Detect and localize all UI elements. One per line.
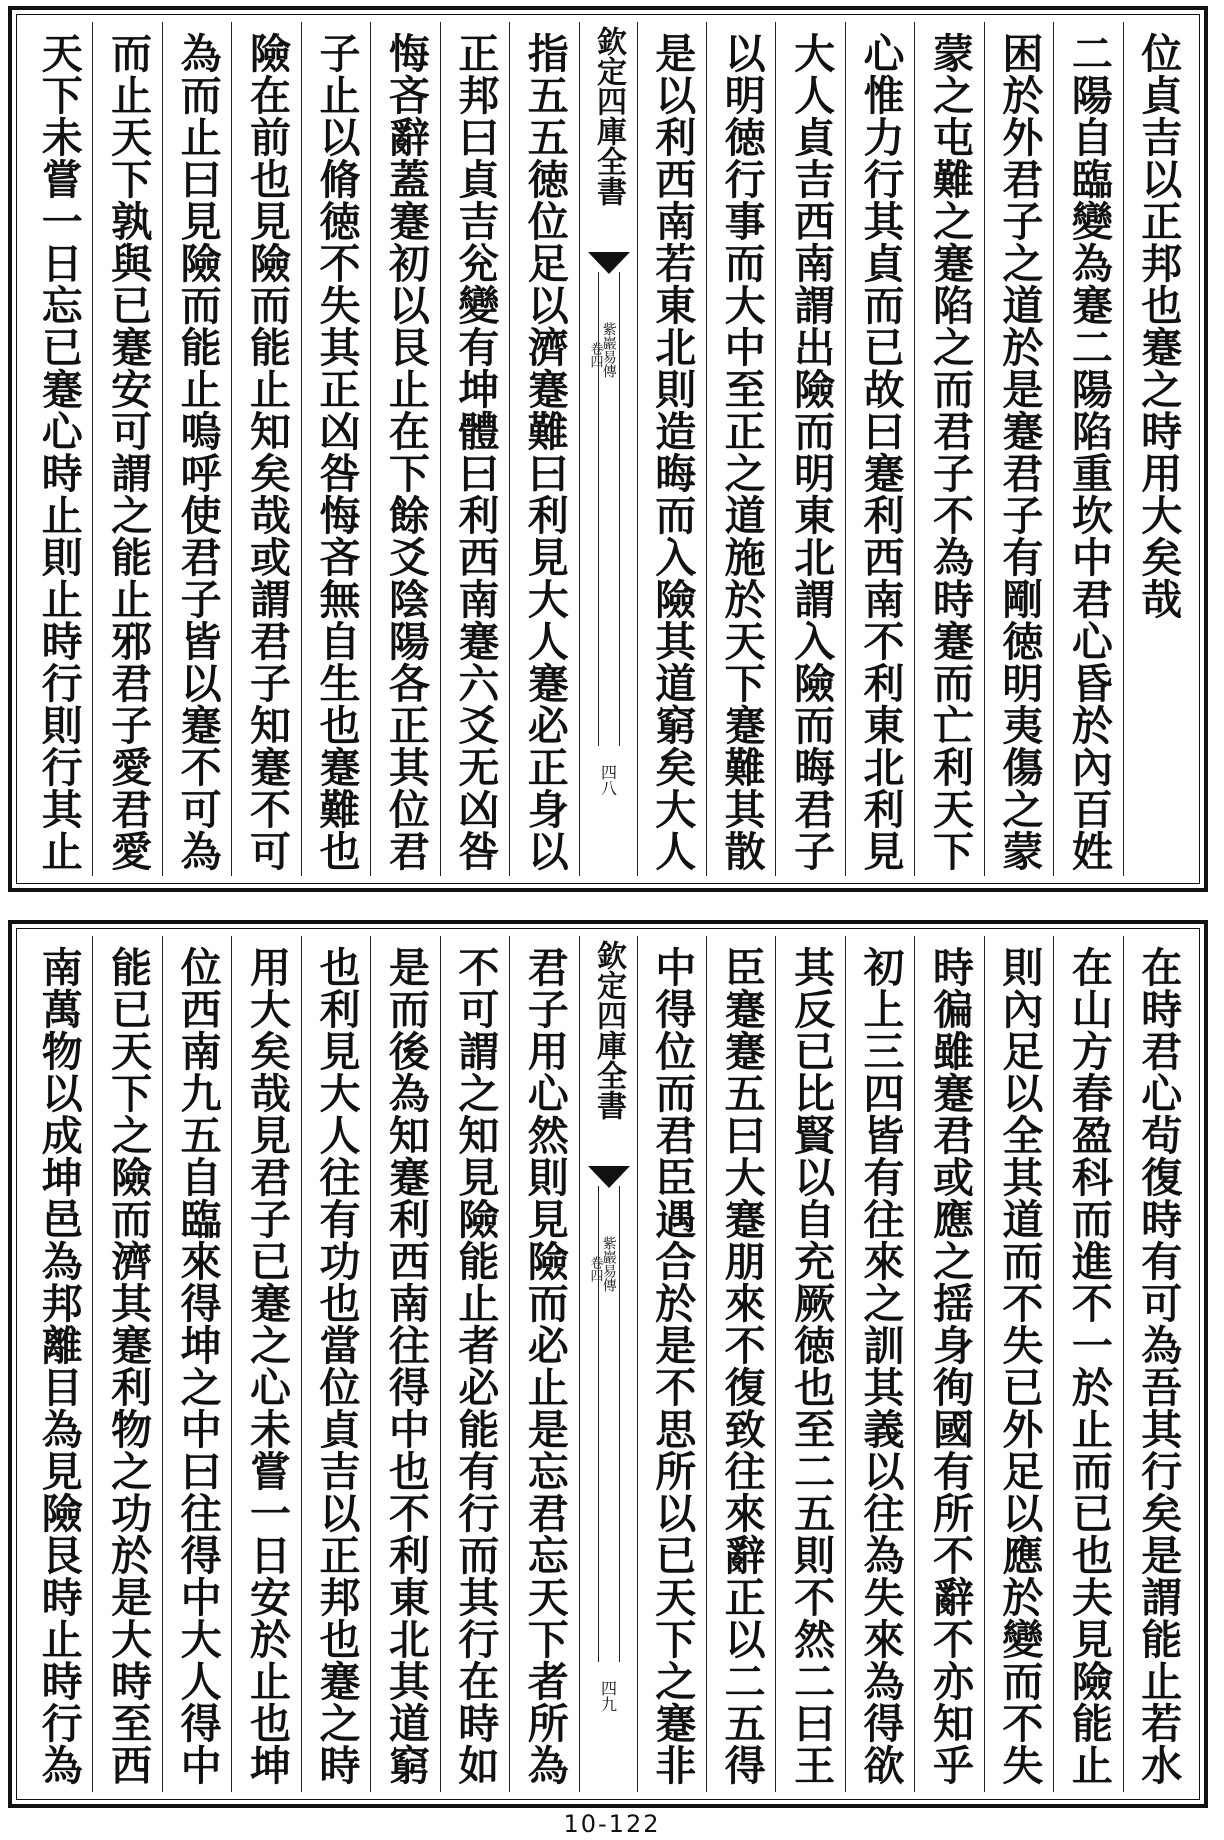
column-text: 蒙之屯難之蹇陷之而君子不為時蹇而亡利天下 bbox=[925, 32, 974, 872]
text-column bbox=[92, 936, 161, 1792]
column-text: 而止天下孰與已蹇安可謂之能止邪君子愛君愛 bbox=[104, 32, 153, 872]
spine-book-title: 紫巖易傳 bbox=[600, 322, 617, 378]
column-text: 是以利西南若東北則造晦而入險其道窮矣大人 bbox=[648, 32, 697, 872]
text-column bbox=[637, 22, 706, 876]
page-footer-number: 10-122 bbox=[563, 1810, 661, 1838]
text-column bbox=[231, 22, 300, 876]
spine-title: 欽定四庫全書 bbox=[591, 26, 626, 206]
column-text: 心惟力行其貞而已故曰蹇利西南不利東北利見 bbox=[856, 32, 905, 872]
column-text: 用大矣哉見君子已蹇之心未嘗一日安於止也坤 bbox=[243, 946, 292, 1786]
column-text: 南萬物以成坤邑為邦離目為見險艮時止時行為 bbox=[34, 946, 83, 1786]
spine-volume: 卷四 bbox=[587, 1256, 603, 1282]
column-text: 中得位而君臣遇合於是不思所以已天下之蹇非 bbox=[648, 946, 697, 1786]
column-text: 是而後為知蹇利西南往得中也不利東北其道窮 bbox=[381, 946, 430, 1786]
column-text: 正邦曰貞吉兊變有坤體曰利西南蹇六爻无凶咎 bbox=[451, 32, 500, 872]
text-column bbox=[440, 22, 509, 876]
text-column bbox=[706, 936, 775, 1792]
column-text: 指五五徳位足以濟蹇難曰利見大人蹇必正身以 bbox=[520, 32, 569, 872]
text-column bbox=[162, 22, 231, 876]
fish-tail-mark bbox=[588, 252, 630, 274]
text-column bbox=[92, 22, 161, 876]
column-text: 能已天下之險而濟其蹇利物之功於是大時至西 bbox=[104, 946, 153, 1786]
text-column bbox=[509, 936, 578, 1792]
text-column bbox=[231, 936, 300, 1792]
text-column bbox=[1053, 22, 1122, 876]
text-column bbox=[706, 22, 775, 876]
column-text: 也利見大人往有功也當位貞吉以正邦也蹇之時 bbox=[312, 946, 361, 1786]
text-column bbox=[370, 936, 439, 1792]
text-column bbox=[162, 936, 231, 1792]
text-column bbox=[775, 936, 844, 1792]
text-column bbox=[301, 22, 370, 876]
text-column bbox=[775, 22, 844, 876]
text-column bbox=[845, 936, 914, 1792]
column-text: 子止以脩徳不失其正凶咎悔吝無自生也蹇難也 bbox=[312, 32, 361, 872]
spine-book-title: 紫巖易傳 bbox=[600, 1236, 617, 1292]
column-text: 困於外君子之道於是蹇君子有剛徳明夷傷之蒙 bbox=[995, 32, 1044, 872]
text-column bbox=[984, 22, 1053, 876]
column-text: 二陽自臨變為蹇二陽陷重坎中君心昏於內百姓 bbox=[1064, 32, 1113, 872]
text-column bbox=[370, 22, 439, 876]
upper-page bbox=[8, 6, 1208, 892]
column-text: 其反已比賢以自充厥徳也至二五則不然二曰王 bbox=[787, 946, 836, 1786]
column-text: 在時君心茍復時有可為吾其行矣是謂能止若水 bbox=[1134, 946, 1183, 1786]
column-text: 以明徳行事而大中至正之道施於天下蹇難其散 bbox=[717, 32, 766, 872]
center-spine bbox=[579, 936, 637, 1792]
column-text: 君子用心然則見險而必止是忘君忘天下者所為 bbox=[520, 946, 569, 1786]
column-text: 臣蹇蹇五曰大蹇朋來不復致往來辭正以二五得 bbox=[717, 946, 766, 1786]
spine-volume: 卷四 bbox=[587, 342, 603, 368]
text-column bbox=[914, 936, 983, 1792]
fish-tail-mark bbox=[588, 1166, 630, 1188]
column-text: 則內足以全其道而不失已外足以應於變而不失 bbox=[995, 946, 1044, 1786]
column-text: 為而止曰見險而能止嗚呼使君子皆以蹇不可為 bbox=[173, 32, 222, 872]
column-text: 時徧雖蹇君或應之揺身徇國有所不辭不亦知乎 bbox=[925, 946, 974, 1786]
text-column bbox=[1123, 22, 1192, 876]
column-text: 悔吝辭蓋蹇初以艮止在下餘爻陰陽各正其位君 bbox=[381, 32, 430, 872]
column-text: 天下未嘗一日忘已蹇心時止則止時行則行其止 bbox=[34, 32, 83, 872]
column-text: 險在前也見險而能止知矣哉或謂君子知蹇不可 bbox=[243, 32, 292, 872]
column-text: 位西南九五自臨來得坤之中曰往得中大人得中 bbox=[173, 946, 222, 1786]
text-column bbox=[984, 936, 1053, 1792]
text-column bbox=[301, 936, 370, 1792]
column-text: 大人貞吉西南謂出險而明東北謂入險而晦君子 bbox=[787, 32, 836, 872]
lower-page bbox=[8, 920, 1208, 1808]
spine-page-number: 四八 bbox=[598, 764, 618, 796]
text-column bbox=[1053, 936, 1122, 1792]
text-column bbox=[845, 22, 914, 876]
spine-page-number: 四九 bbox=[598, 1680, 618, 1712]
center-spine bbox=[579, 22, 637, 876]
column-text: 在山方春盈科而進不一於止而已也夫見險能止 bbox=[1064, 946, 1113, 1786]
upper-text-columns bbox=[24, 22, 1192, 876]
text-column bbox=[440, 936, 509, 1792]
text-column bbox=[24, 22, 92, 876]
text-column bbox=[637, 936, 706, 1792]
text-column bbox=[24, 936, 92, 1792]
text-column bbox=[914, 22, 983, 876]
column-text: 位貞吉以正邦也蹇之時用大矣哉 bbox=[1134, 32, 1183, 620]
column-text: 初上三四皆有往來之訓其義以往為失來為得欲 bbox=[856, 946, 905, 1786]
text-column bbox=[1123, 936, 1192, 1792]
text-column bbox=[509, 22, 578, 876]
column-text: 不可謂之知見險能止者必能有行而其行在時如 bbox=[451, 946, 500, 1786]
lower-text-columns bbox=[24, 936, 1192, 1792]
spine-title: 欽定四庫全書 bbox=[591, 940, 626, 1120]
